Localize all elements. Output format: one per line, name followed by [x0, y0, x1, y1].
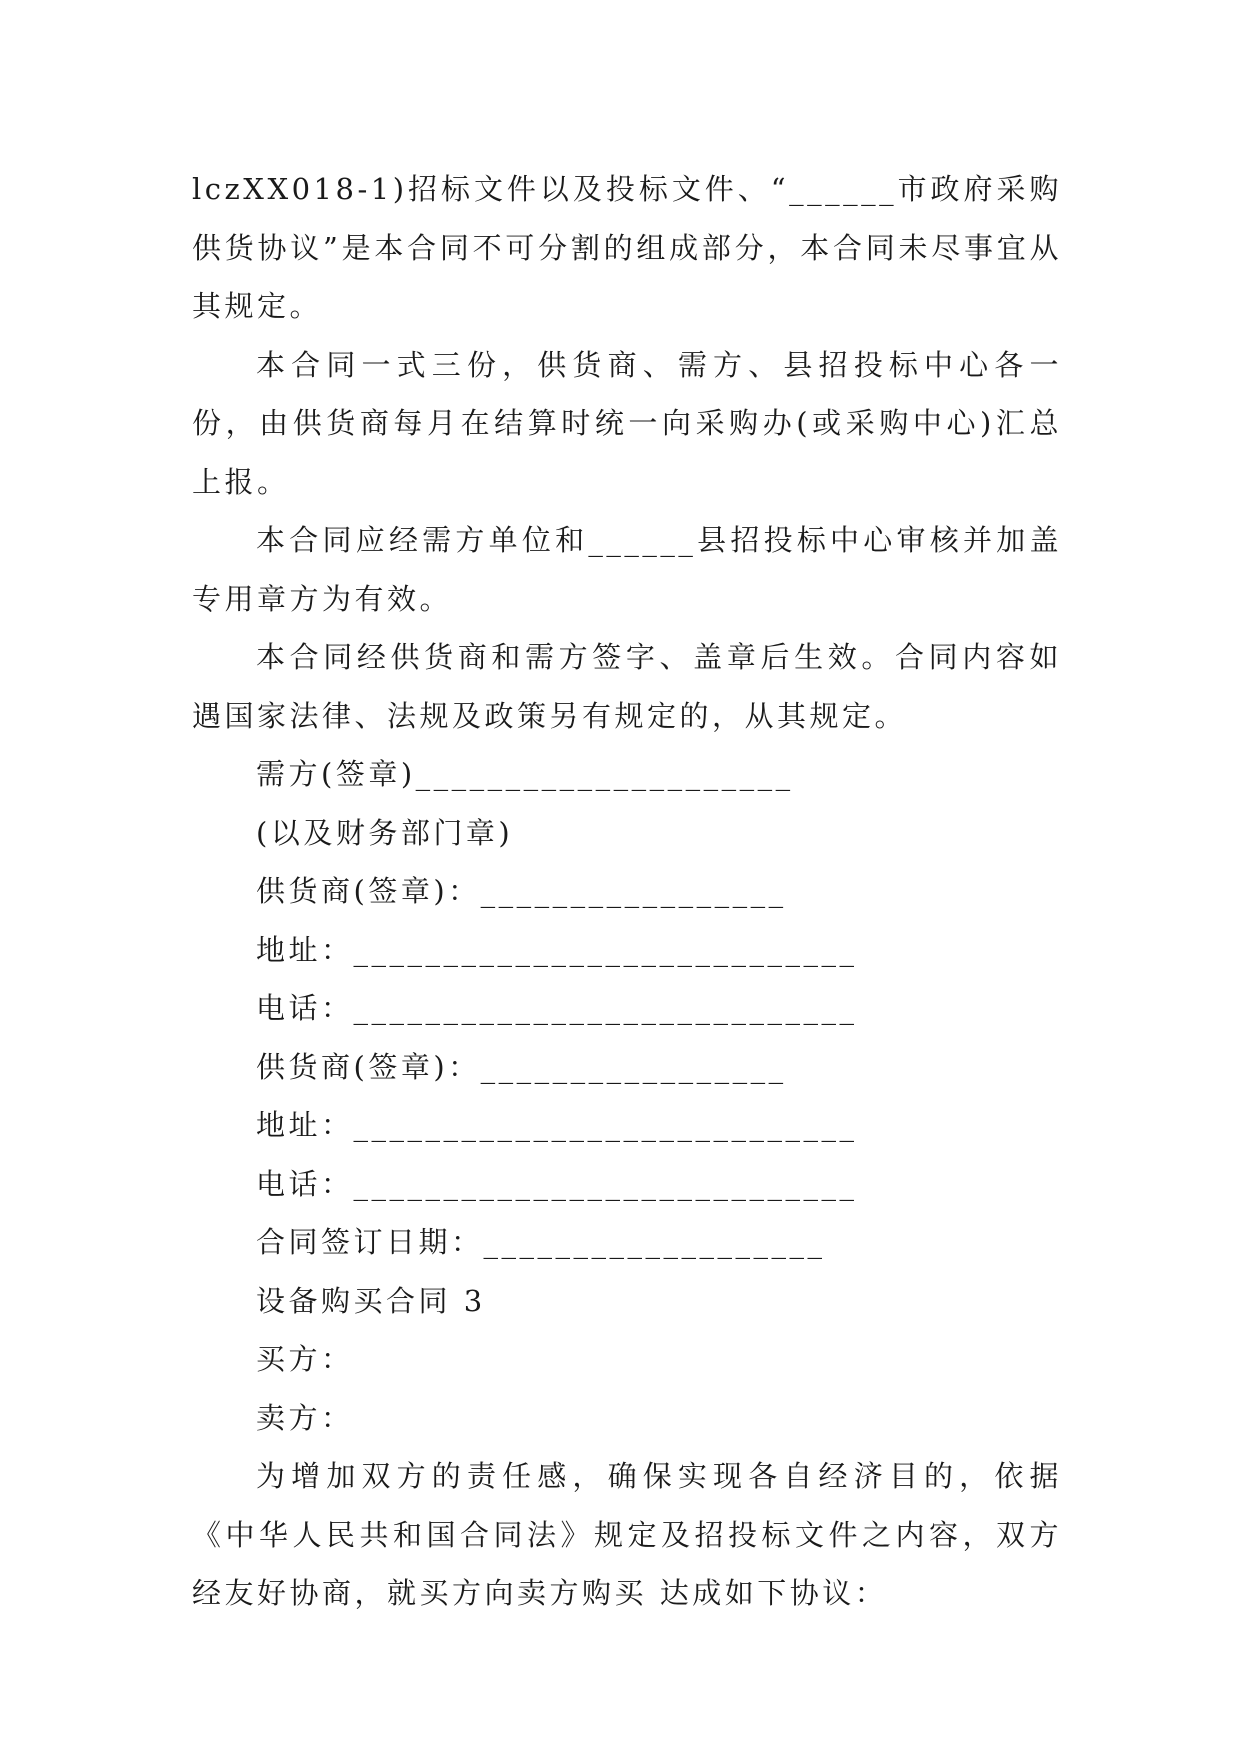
signature-line-sign-date: 合同签订日期：___________________	[256, 1225, 826, 1259]
paragraph-effective: 本合同经供货商和需方签字、盖章后生效。合同内容如遇国家法律、法规及政策另有规定的，从其规定。	[192, 640, 1062, 733]
signature-line-supplier-2: 供货商(签章)：_________________	[256, 1049, 787, 1084]
paragraph-validity: 本合同应经需方单位和______县招投标中心审核并加盖专用章方为有效。	[192, 523, 1062, 616]
document-page	[192, 160, 1062, 1623]
signature-line-buyer: 需方(签章)_____________________	[256, 757, 794, 791]
signature-line-phone-1: 电话：____________________________	[256, 991, 858, 1025]
signature-line-address-2: 地址：____________________________	[256, 1108, 858, 1142]
paragraph-copies: 本合同一式三份，供货商、需方、县招投标中心各一份，由供货商每月在结算时统一向采购办(或采购中心)汇总上报。	[192, 347, 1062, 499]
buyer-label: 买方：	[256, 1342, 354, 1376]
section-title: 设备购买合同 3	[256, 1283, 486, 1318]
seller-label: 卖方：	[256, 1400, 354, 1435]
signature-line-finance-seal: (以及财务部门章)	[256, 815, 514, 850]
signature-line-phone-2: 电话：____________________________	[256, 1166, 858, 1201]
paragraph-attachments: lczXX018-1)招标文件以及投标文件、“______市政府采购供货协议”是本合同不可分割的组成部分，本合同未尽事宜从其规定。	[192, 172, 1062, 323]
signature-line-supplier-1: 供货商(签章)：_________________	[256, 874, 787, 908]
paragraph-agreement-intro: 为增加双方的责任感，确保实现各自经济目的，依据《中华人民共和国合同法》规定及招投标文件之内容，双方经友好协商，就买方向卖方购买 达成如下协议：	[192, 1459, 1062, 1610]
signature-line-address-1: 地址：____________________________	[256, 932, 858, 967]
